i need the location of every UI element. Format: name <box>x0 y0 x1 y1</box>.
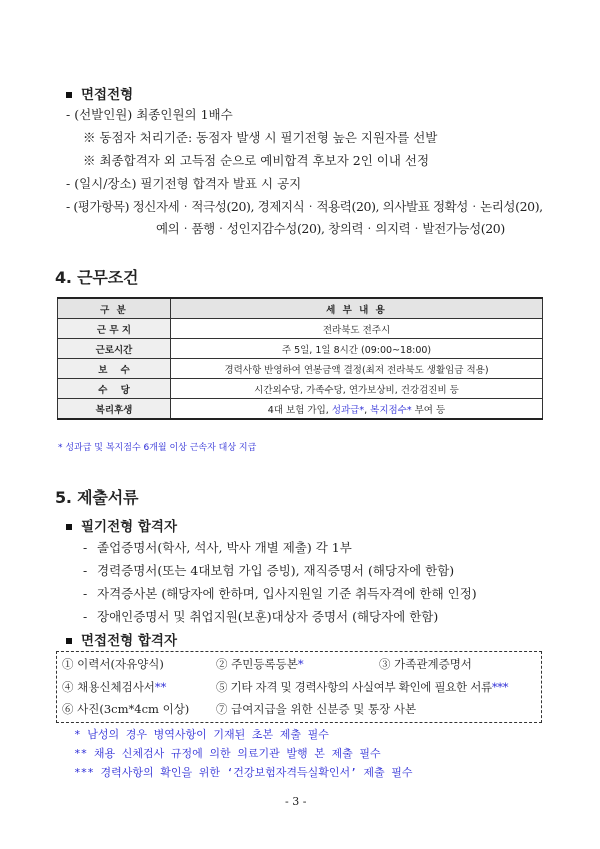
work-conditions-table <box>57 297 543 420</box>
row-value: 전라북도 전주시 <box>171 319 543 339</box>
doc-item-photo: ⑥ 사진(3cm*4cm 이상) <box>62 702 190 716</box>
value-text-highlight: 성과급* <box>331 404 365 416</box>
table-row <box>58 359 543 379</box>
interview-line-4: - (일시/장소) 필기전형 합격자 발표 시 공지 <box>66 176 302 191</box>
written-doc-item: - 자격증사본 (해당자에 한하며, 입사지원일 기준 취득자격에 한해 인정) <box>83 586 477 601</box>
row-label: 복리후생 <box>58 399 171 420</box>
doc-item-family-certificate: ③ 가족관계증명서 <box>379 657 472 671</box>
doc-item-id-bankbook: ⑦ 급여지급을 위한 신분증 및 통장 사본 <box>216 702 417 716</box>
doc-item-other-proof: ⑤ 기타 자격 및 경력사항의 사실여부 확인에 필요한 서류*** <box>216 680 509 694</box>
doc-item-resume: ① 이력서(자유양식) <box>62 657 164 671</box>
page-number: - 3 - <box>285 795 307 808</box>
interview-line-2: ※ 동점자 처리기준: 동점자 발생 시 필기전형 높은 지원자를 선발 <box>83 130 438 145</box>
row-label: 보 수 <box>58 359 171 379</box>
work-conditions-title: 4. 근무조건 <box>55 268 139 287</box>
interview-heading: 면접전형 <box>66 83 133 103</box>
interview-pass-heading: 면접전형 합격자 <box>66 629 177 649</box>
table-row <box>58 339 543 359</box>
interview-line-1: - (선발인원) 최종인원의 1배수 <box>66 107 233 122</box>
table-header-row <box>58 298 543 319</box>
doc-item-medical-exam: ④ 채용신체검사서** <box>62 680 167 694</box>
document-note: *** 경력사항의 확인을 위한 ‘건강보험자격득실확인서’ 제출 필수 <box>74 766 413 779</box>
square-bullet-icon <box>66 638 72 644</box>
interview-line-3: ※ 최종합격자 외 고득점 순으로 예비합격 후보자 2인 이내 선정 <box>83 153 430 168</box>
row-value: 주 5일, 1일 8시간 (09:00~18:00) <box>171 339 543 359</box>
written-doc-item: - 장애인증명서 및 취업지원(보훈)대상자 증명서 (해당자에 한함) <box>83 609 439 624</box>
document-note: * 남성의 경우 병역사항이 기재된 초본 제출 필수 <box>74 728 329 741</box>
document-note: ** 채용 신체검사 규정에 의한 의료기관 발행 본 제출 필수 <box>74 747 381 760</box>
row-label: 수 당 <box>58 379 171 399</box>
interview-line-6: 예의‧품행‧성인지감수성(20), 창의력‧의지력‧발전가능성(20) <box>156 221 505 236</box>
table-row <box>58 399 543 420</box>
row-value: 경력사항 반영하여 연봉금액 결정(최저 전라북도 생활임금 적용) <box>171 359 543 379</box>
table-header-detail: 세 부 내 용 <box>171 298 543 319</box>
table-row <box>58 319 543 339</box>
written-pass-heading: 필기전형 합격자 <box>66 515 177 535</box>
value-text: , <box>364 404 371 416</box>
value-text: 4대 보험 가입, <box>267 404 332 416</box>
value-text: 부여 등 <box>411 404 446 416</box>
interview-line-5: - (평가항목) 정신자세‧적극성(20), 경제지식‧적용력(20), 의사발표 정확성‧논리성(20), <box>66 199 543 214</box>
interview-documents-box <box>56 651 542 723</box>
row-value <box>171 399 543 420</box>
square-bullet-icon <box>66 524 72 530</box>
work-footnote: * 성과급 및 복지점수 6개월 이상 근속자 대상 지급 <box>58 443 257 453</box>
table-row <box>58 379 543 399</box>
value-text-highlight: 복지점수* <box>370 404 412 416</box>
row-label: 근 무 지 <box>58 319 171 339</box>
row-label: 근로시간 <box>58 339 171 359</box>
written-doc-item: - 졸업증명서(학사, 석사, 박사 개별 제출) 각 1부 <box>83 540 352 555</box>
square-bullet-icon <box>66 92 72 98</box>
row-value: 시간외수당, 가족수당, 연가보상비, 건강검진비 등 <box>171 379 543 399</box>
doc-item-resident-register: ② 주민등록등본* <box>216 657 304 671</box>
table-header-category: 구 분 <box>58 298 171 319</box>
written-doc-item: - 경력증명서(또는 4대보험 가입 증빙), 재직증명서 (해당자에 한함) <box>83 563 455 578</box>
documents-title: 5. 제출서류 <box>55 488 139 507</box>
